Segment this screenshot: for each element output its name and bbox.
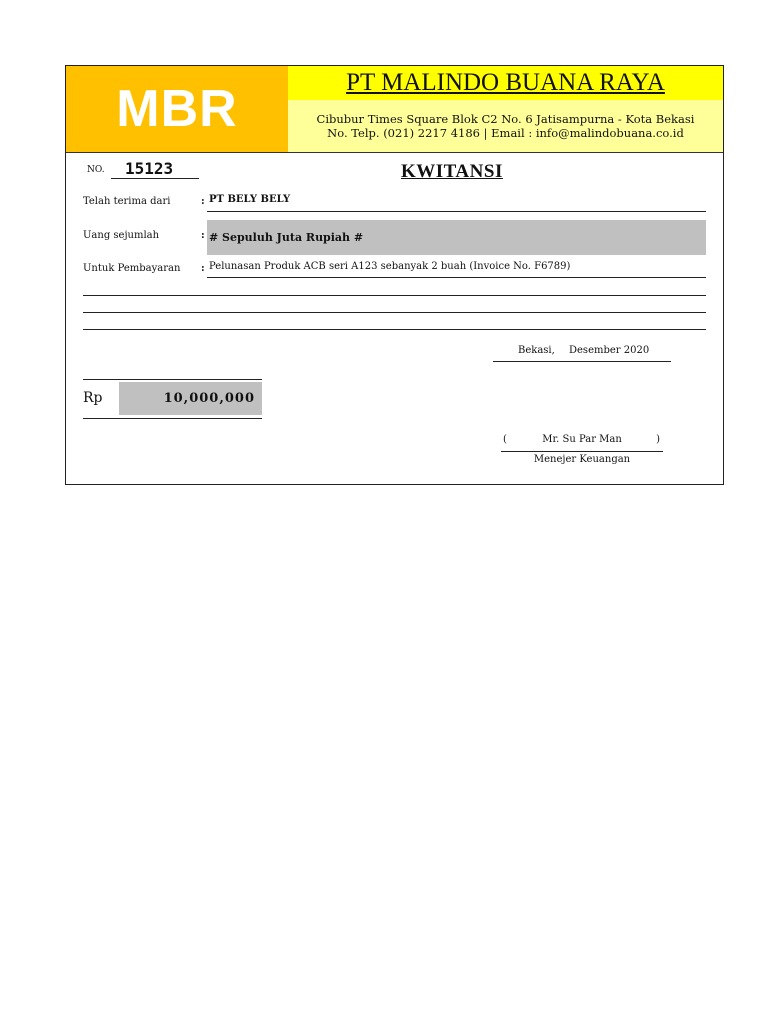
receipt-form: [65, 65, 724, 485]
blank-line-2: [83, 312, 706, 313]
signature-open-paren: (: [503, 434, 507, 445]
amount-words-label: Uang sejumlah: [83, 230, 160, 241]
blank-line-1: [83, 295, 706, 296]
logo-text: MBR: [116, 80, 238, 138]
payment-for-label: Untuk Pembayaran: [83, 263, 181, 274]
signature-close-paren: ): [656, 434, 660, 445]
address-line-2: No. Telp. (021) 2217 4186 | Email : info@malindobuana.co.id: [327, 126, 684, 140]
document-title: KWITANSI: [401, 161, 503, 182]
amount-box: [83, 379, 262, 419]
company-title-bar: [288, 66, 723, 100]
company-name: PT MALINDO BUANA RAYA: [346, 69, 665, 96]
amount-currency: Rp: [83, 390, 103, 406]
amount-words-colon: :: [201, 230, 205, 241]
received-from-label: Telah terima dari: [83, 196, 171, 207]
date-city: Bekasi,: [518, 345, 555, 356]
signer-name: Mr. Su Par Man: [542, 434, 622, 445]
amount-words-value: # Sepuluh Juta Rupiah #: [207, 220, 706, 255]
signature-block: [501, 434, 663, 452]
date-block: [493, 345, 671, 362]
amount-value: 10,000,000: [119, 382, 262, 415]
received-from-value: PT BELY BELY: [207, 194, 706, 212]
date-month: Desember 2020: [569, 345, 650, 356]
payment-for-colon: :: [201, 263, 205, 274]
company-address: [288, 100, 723, 152]
signer-title: Menejer Keuangan: [533, 454, 631, 465]
blank-line-3: [83, 329, 706, 330]
receipt-no-label: NO.: [87, 165, 105, 175]
receipt-no-value: 15123: [111, 159, 199, 179]
header-divider: [66, 152, 723, 153]
received-from-colon: :: [201, 196, 205, 207]
address-line-1: Cibubur Times Square Blok C2 No. 6 Jatisampurna - Kota Bekasi: [316, 112, 695, 126]
company-logo: [66, 66, 288, 152]
payment-for-value: Pelunasan Produk ACB seri A123 sebanyak 2 buah (Invoice No. F6789): [207, 261, 706, 278]
